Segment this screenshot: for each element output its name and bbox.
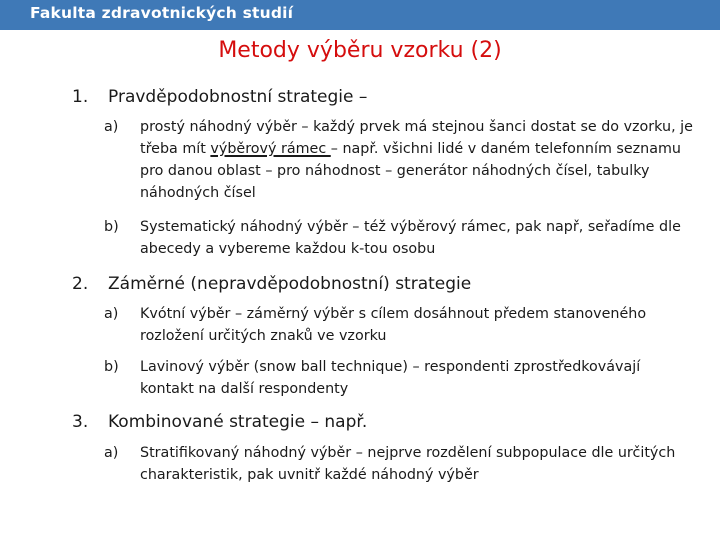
item-letter: a) [104,445,119,461]
section-number: 1. [72,87,89,107]
item-letter: b) [104,219,119,235]
list-item [104,216,694,260]
slide-title: Metody výběru vzorku (2) [218,38,502,63]
item-letter: a) [104,306,119,322]
item-text: Lavinový výběr (snow ball technique) – respondenti zprostředkovávají kontakt na další respondenty [140,359,641,397]
list-item [104,356,694,400]
item-text: Kvótní výběr – záměrný výběr s cílem dosáhnout předem stanoveného rozložení určitých znaků ve vzorku [140,306,647,344]
item-letter: b) [104,359,119,375]
header-bar [0,0,720,30]
item-text: Systematický náhodný výběr – též výběrový rámec, pak např, seřadíme dle abecedy a vybereme každou k-tou osobu [140,219,681,257]
item-text [140,116,694,204]
item-text-part: prostý náhodný výběr – každý prvek má stejnou šanci dostat se do vzorku, je třeba mít [140,119,693,157]
list-item [104,303,694,347]
section-title: Kombinované strategie – např. [108,412,368,432]
section-title: Záměrné (nepravděpodobnostní) strategie [108,274,472,294]
section-title: Pravděpodobnostní strategie – [108,87,368,107]
item-letter: a) [104,119,119,135]
list-item [104,116,694,204]
faculty-name: Fakulta zdravotnických studií [30,4,294,22]
list-item [104,442,694,486]
sampling-frame-term: výběrový rámec [210,141,331,157]
section-number: 2. [72,274,89,294]
section-number: 3. [72,412,89,432]
item-text-part: – např. všichni lidé v daném telefonním seznamu pro danou oblast – pro náhodnost – generátor náhodných čísel, tabulky náhodných čísel [140,141,681,201]
item-text: Stratifikovaný náhodný výběr – nejprve rozdělení subpopulace dle určitých charakteristik, pak uvnitř každé náhodný výběr [140,445,676,483]
